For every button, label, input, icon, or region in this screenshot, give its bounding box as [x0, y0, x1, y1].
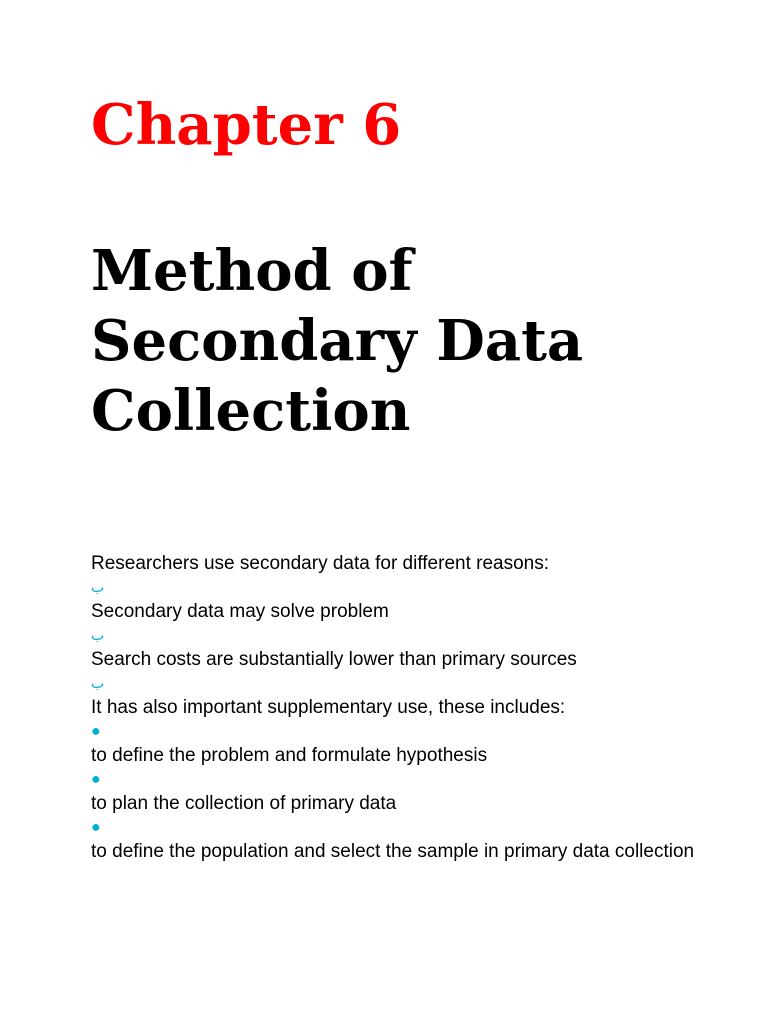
page-title-line-3: Collection [91, 378, 411, 444]
dot-bullet-icon: ● [91, 771, 101, 788]
dot-bullet-icon: ● [91, 723, 101, 740]
list-item: Search costs are substantially lower than primary sources [91, 649, 577, 670]
list-item: to define the population and select the sample in primary data collection [91, 841, 695, 862]
list-item: It has also important supplementary use, these includes: [91, 697, 566, 718]
arrow-bullet-icon: ب [91, 676, 105, 692]
arrow-bullet-icon: ب [91, 580, 105, 596]
chapter-title: Chapter 6 [91, 92, 402, 158]
arrow-bullet-icon: ب [91, 628, 105, 644]
page-title-line-1: Method of [91, 238, 413, 304]
page-title-line-2: Secondary Data [91, 308, 584, 374]
intro-text: Researchers use secondary data for different reasons: [91, 553, 550, 574]
list-item: Secondary data may solve problem [91, 601, 389, 622]
body-content [91, 552, 711, 864]
page-title [91, 236, 711, 446]
list-item: to plan the collection of primary data [91, 793, 397, 814]
dot-bullet-icon: ● [91, 819, 101, 836]
list-item: to define the problem and formulate hypothesis [91, 745, 488, 766]
